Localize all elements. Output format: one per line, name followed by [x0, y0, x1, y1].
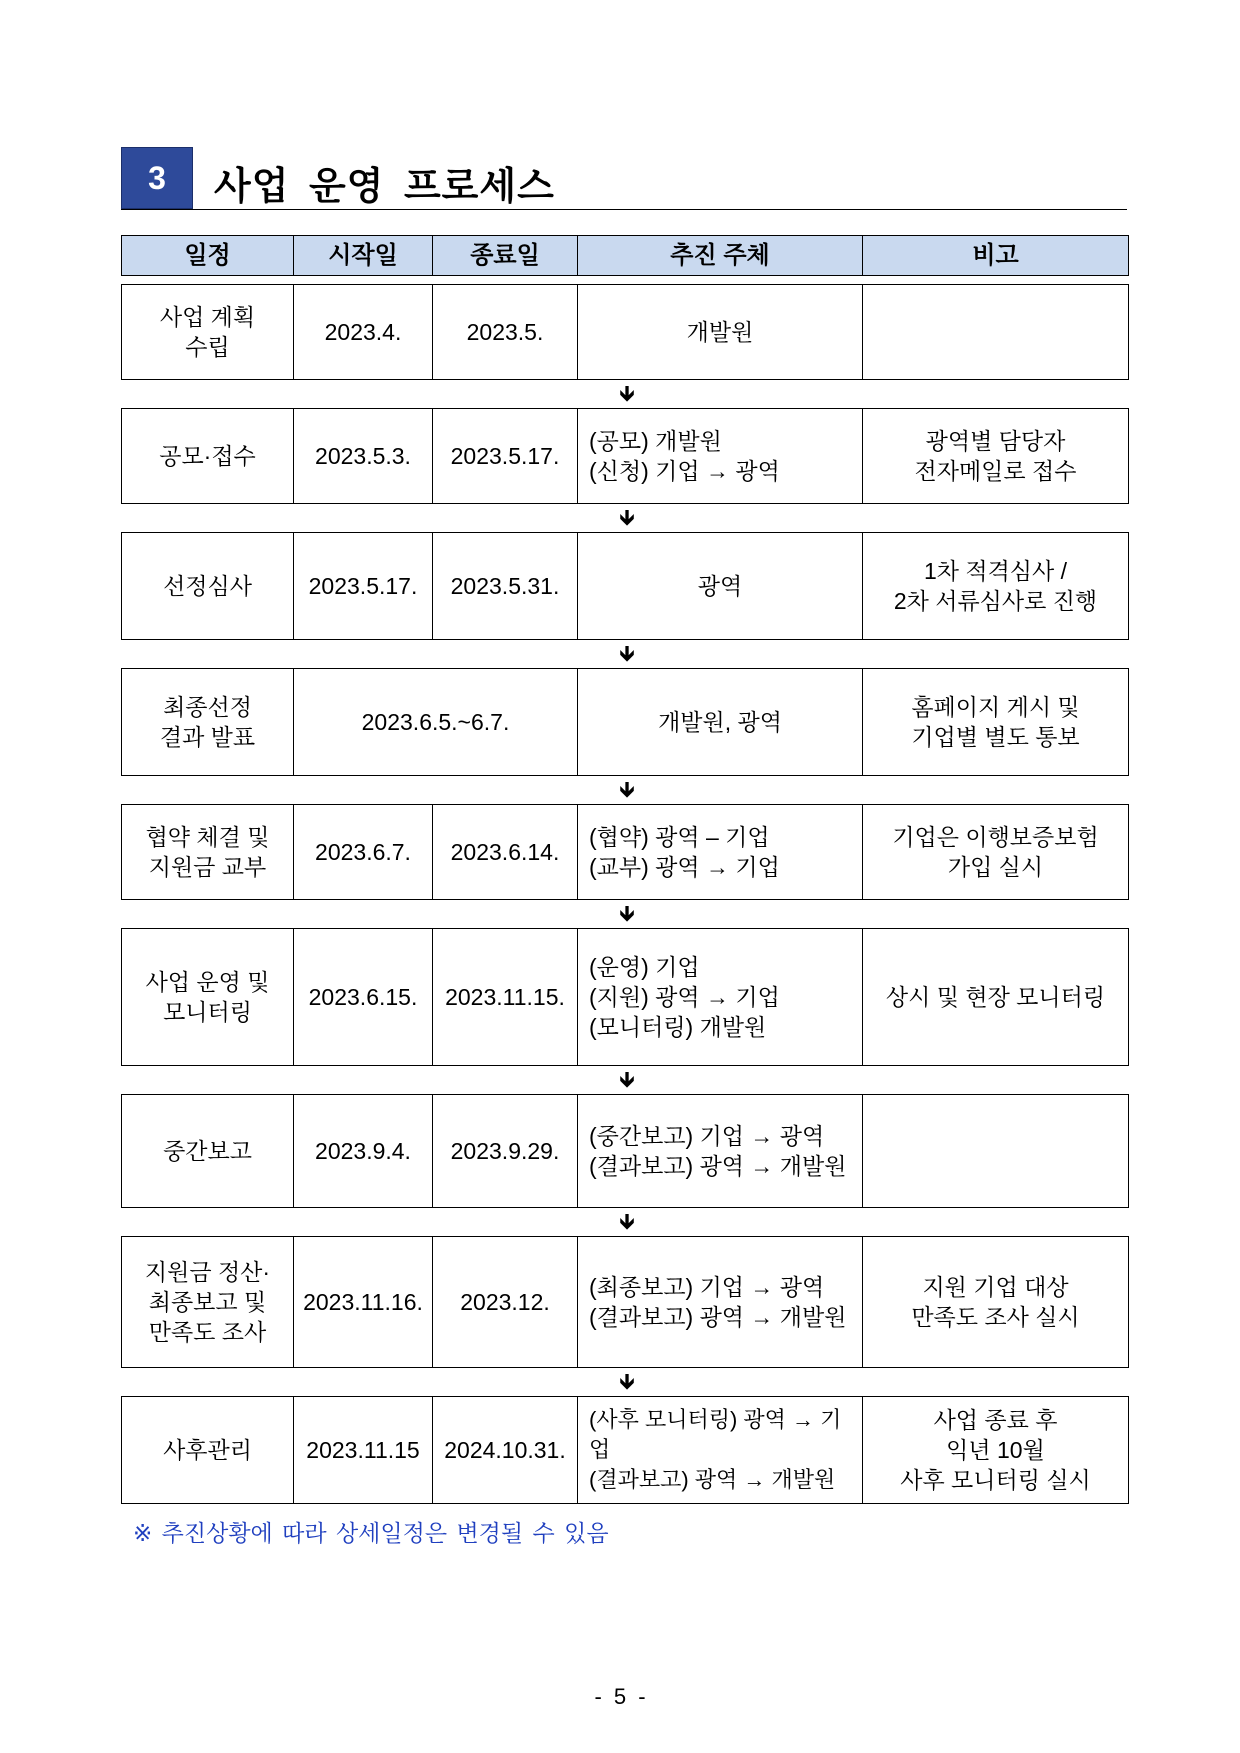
start-date-cell: 2023.9.4.	[294, 1095, 433, 1208]
schedule-row	[121, 668, 1129, 776]
down-arrow-icon: 🡻	[619, 777, 635, 802]
stage-cell: 협약 체결 및 지원금 교부	[122, 805, 294, 900]
down-arrow-icon: 🡻	[619, 1209, 635, 1234]
header-end-date: 종료일	[433, 236, 578, 276]
stage-cell: 사후관리	[122, 1397, 294, 1504]
end-date-cell: 2024.10.31.	[433, 1397, 578, 1504]
schedule-table-header	[121, 235, 1129, 276]
remarks-cell	[863, 285, 1129, 380]
start-date-cell: 2023.11.16.	[294, 1237, 433, 1368]
stage-cell: 지원금 정산· 최종보고 및 만족도 조사	[122, 1237, 294, 1368]
stage-cell: 공모·접수	[122, 409, 294, 504]
actor-cell: (협약) 광역 – 기업 (교부) 광역 → 기업	[578, 805, 863, 900]
remarks-cell: 사업 종료 후 익년 10월 사후 모니터링 실시	[863, 1397, 1129, 1504]
end-date-cell: 2023.5.31.	[433, 533, 578, 640]
remarks-cell: 상시 및 현장 모니터링	[863, 929, 1129, 1066]
stage-cell: 선정심사	[122, 533, 294, 640]
down-arrow-icon: 🡻	[619, 381, 635, 406]
schedule-footnote: ※ 추진상황에 따라 상세일정은 변경될 수 있음	[133, 1520, 609, 1546]
actor-cell: 개발원, 광역	[578, 669, 863, 776]
actor-cell: (중간보고) 기업 → 광역 (결과보고) 광역 → 개발원	[578, 1095, 863, 1208]
end-date-cell: 2023.5.17.	[433, 409, 578, 504]
actor-cell: 개발원	[578, 285, 863, 380]
schedule-row	[121, 1094, 1129, 1208]
end-date-cell: 2023.6.14.	[433, 805, 578, 900]
end-date-cell: 2023.11.15.	[433, 929, 578, 1066]
schedule-row	[121, 408, 1129, 504]
header-remarks: 비고	[863, 236, 1129, 276]
remarks-cell: 홈페이지 게시 및 기업별 별도 통보	[863, 669, 1129, 776]
start-date-cell: 2023.6.15.	[294, 929, 433, 1066]
remarks-cell: 기업은 이행보증보험 가입 실시	[863, 805, 1129, 900]
schedule-row	[121, 284, 1129, 380]
schedule-row	[121, 928, 1129, 1066]
remarks-cell	[863, 1095, 1129, 1208]
down-arrow-icon: 🡻	[619, 1369, 635, 1394]
start-date-cell: 2023.5.3.	[294, 409, 433, 504]
stage-cell: 중간보고	[122, 1095, 294, 1208]
actor-cell: (공모) 개발원 (신청) 기업 → 광역	[578, 409, 863, 504]
down-arrow-icon: 🡻	[619, 641, 635, 666]
header-schedule: 일정	[122, 236, 294, 276]
section-number-badge: 3	[121, 147, 193, 209]
stage-cell: 사업 운영 및 모니터링	[122, 929, 294, 1066]
section-title: 사업 운영 프로세스	[214, 166, 555, 208]
section-heading	[121, 147, 1127, 210]
start-date-cell: 2023.5.17.	[294, 533, 433, 640]
header-start-date: 시작일	[294, 236, 433, 276]
remarks-cell: 1차 적격심사 / 2차 서류심사로 진행	[863, 533, 1129, 640]
actor-cell: (사후 모니터링) 광역 → 기업 (결과보고) 광역 → 개발원	[578, 1397, 863, 1504]
actor-cell: (운영) 기업 (지원) 광역 → 기업 (모니터링) 개발원	[578, 929, 863, 1066]
page-number: - 5 -	[594, 1684, 646, 1709]
schedule-row	[121, 804, 1129, 900]
period-cell: 2023.6.5.~6.7.	[294, 669, 578, 776]
down-arrow-icon: 🡻	[619, 1067, 635, 1092]
end-date-cell: 2023.9.29.	[433, 1095, 578, 1208]
schedule-row	[121, 1396, 1129, 1504]
schedule-row	[121, 1236, 1129, 1368]
schedule-row	[121, 532, 1129, 640]
start-date-cell: 2023.11.15	[294, 1397, 433, 1504]
actor-cell: (최종보고) 기업 → 광역 (결과보고) 광역 → 개발원	[578, 1237, 863, 1368]
remarks-cell: 광역별 담당자 전자메일로 접수	[863, 409, 1129, 504]
down-arrow-icon: 🡻	[619, 901, 635, 926]
end-date-cell: 2023.12.	[433, 1237, 578, 1368]
end-date-cell: 2023.5.	[433, 285, 578, 380]
down-arrow-icon: 🡻	[619, 505, 635, 530]
stage-cell: 최종선정 결과 발표	[122, 669, 294, 776]
actor-cell: 광역	[578, 533, 863, 640]
start-date-cell: 2023.6.7.	[294, 805, 433, 900]
header-actor: 추진 주체	[578, 236, 863, 276]
remarks-cell: 지원 기업 대상 만족도 조사 실시	[863, 1237, 1129, 1368]
start-date-cell: 2023.4.	[294, 285, 433, 380]
stage-cell: 사업 계획 수립	[122, 285, 294, 380]
